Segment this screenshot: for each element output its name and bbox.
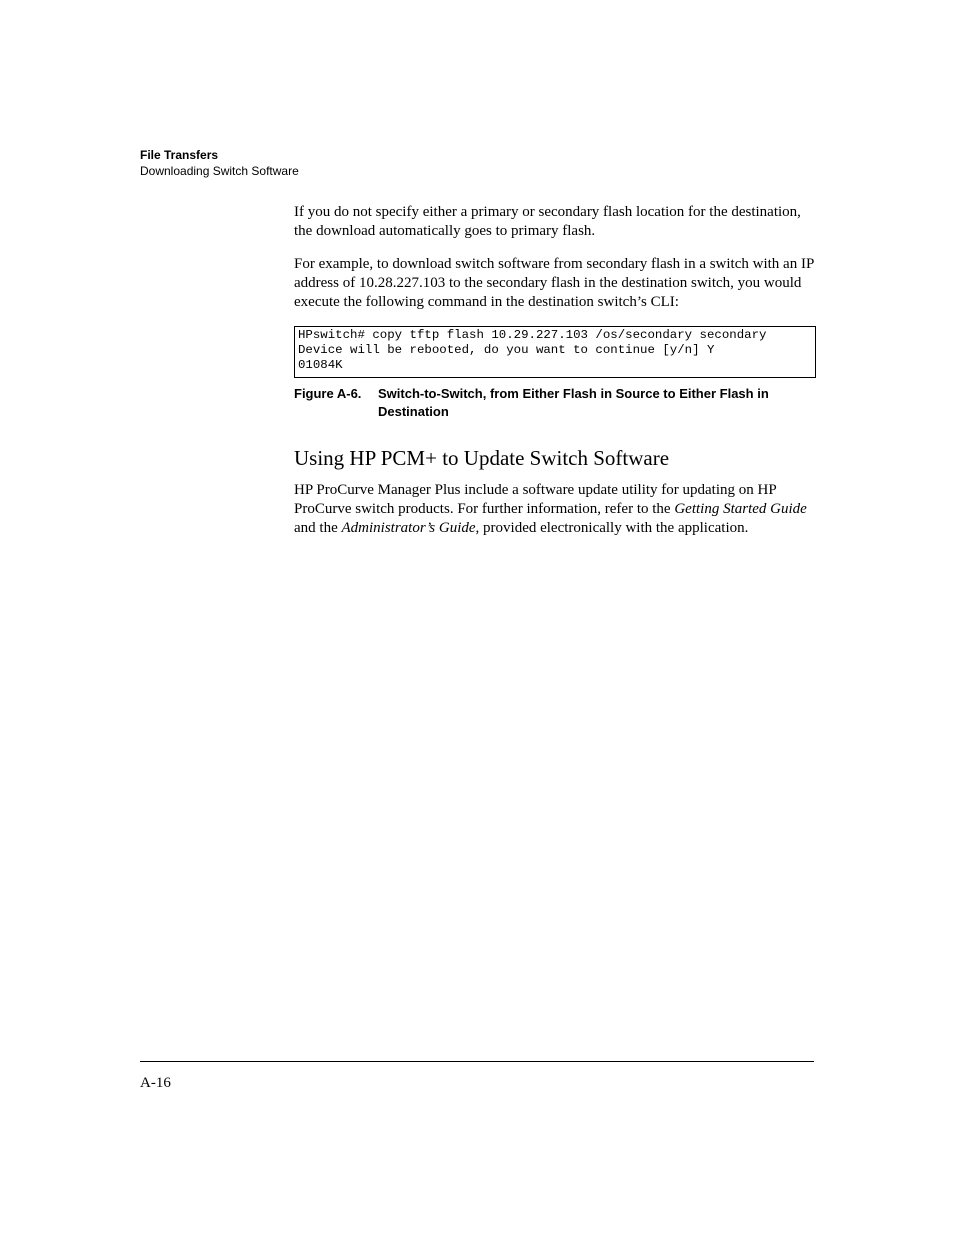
pcm-text-1: HP ProCurve Manager Plus include a software update utility for updating on HP ProCurve switch products. For further information, refer to the — [294, 482, 777, 517]
section-title: Downloading Switch Software — [140, 164, 299, 178]
paragraph-pcm — [294, 481, 816, 538]
administrators-guide-title: Administrator’s Guide — [341, 520, 476, 536]
section-heading: Using HP PCM+ to Update Switch Software — [294, 446, 670, 470]
getting-started-guide-title: Getting Started Guide — [674, 501, 807, 517]
figure-caption — [294, 385, 816, 421]
cli-example-box — [294, 326, 816, 378]
pcm-text-2: and the — [294, 520, 342, 536]
figure-caption-text: Switch-to-Switch, from Either Flash in Source to Either Flash in Destination — [378, 386, 769, 419]
page-number: A-16 — [140, 1075, 171, 1091]
paragraph-example: For example, to download switch software from secondary flash in a switch with an IP address of 10.28.227.103 to the secondary flash in the destination switch, you would execute the following command in the destination switch’s CLI: — [294, 256, 814, 310]
cli-line: HPswitch# copy tftp flash 10.29.227.103 /os/secondary secondary — [298, 328, 767, 342]
pcm-text-3: , provided electronically with the application. — [475, 520, 749, 536]
chapter-title: File Transfers — [140, 148, 219, 162]
running-header — [140, 147, 299, 179]
paragraph-primary-flash: If you do not specify either a primary or secondary flash location for the destination, the download automatically goes to primary flash. — [294, 204, 801, 239]
main-content — [294, 203, 816, 552]
figure-number: Figure A-6. — [294, 386, 362, 401]
cli-line: Device will be rebooted, do you want to continue [y/n] Y — [298, 343, 715, 357]
cli-line: 01084K — [298, 358, 343, 372]
footer-divider — [140, 1061, 814, 1062]
